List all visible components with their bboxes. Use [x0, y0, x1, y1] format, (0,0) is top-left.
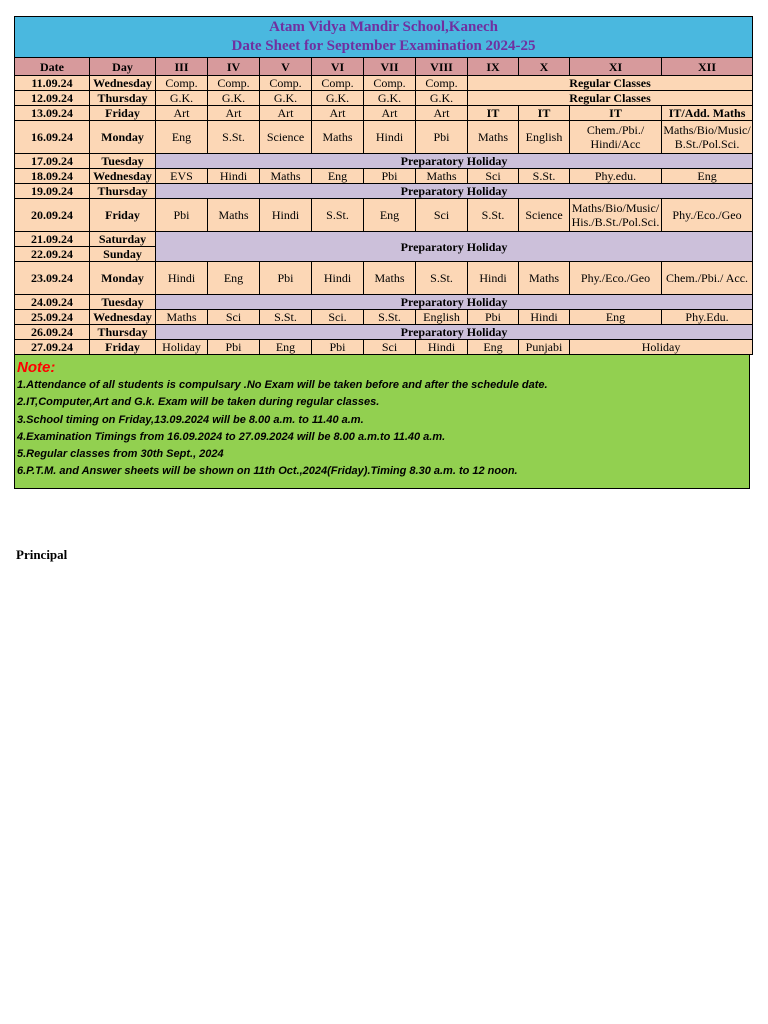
- subject-cell: Hindi: [364, 121, 416, 154]
- date-cell: 13.09.24: [15, 106, 90, 121]
- column-header: VII: [364, 58, 416, 76]
- subject-cell: Maths/Bio/Music/ B.St./Pol.Sci.: [662, 121, 753, 154]
- note-item: 4.Examination Timings from 16.09.2024 to 27.09.2024 will be 8.00 a.m.to 11.40 a.m.: [17, 430, 446, 443]
- subject-cell: G.K.: [312, 91, 364, 106]
- column-header: III: [156, 58, 208, 76]
- date-cell: 12.09.24: [15, 91, 90, 106]
- day-cell: Monday: [90, 121, 156, 154]
- date-cell: 16.09.24: [15, 121, 90, 154]
- day-cell: Wednesday: [90, 310, 156, 325]
- table-row: [15, 91, 753, 106]
- subject-cell: Eng: [662, 169, 753, 184]
- note-item: 6.P.T.M. and Answer sheets will be shown on 11th Oct.,2024(Friday).Timing 8.30 a.m. to 12 noon.: [17, 465, 518, 478]
- table-row: [15, 262, 753, 295]
- subject-cell: G.K.: [364, 91, 416, 106]
- day-cell: Tuesday: [90, 154, 156, 169]
- subject-cell: Pbi: [156, 199, 208, 232]
- table-row: [15, 154, 753, 169]
- subject-cell: Eng: [570, 310, 662, 325]
- subject-cell: Pbi: [312, 340, 364, 355]
- subject-cell: Pbi: [468, 310, 519, 325]
- subject-cell: Pbi: [364, 169, 416, 184]
- note-item: 3.School timing on Friday,13.09.2024 will be 8.00 a.m. to 11.40 a.m.: [17, 413, 364, 426]
- subject-cell: Art: [260, 106, 312, 121]
- table-row: [15, 310, 753, 325]
- date-cell: 20.09.24: [15, 199, 90, 232]
- day-cell: Tuesday: [90, 295, 156, 310]
- column-header: Date: [15, 58, 90, 76]
- date-cell: 23.09.24: [15, 262, 90, 295]
- date-cell: 19.09.24: [15, 184, 90, 199]
- subject-cell: Eng: [260, 340, 312, 355]
- subject-cell: Hindi: [468, 262, 519, 295]
- subject-cell: Punjabi: [519, 340, 570, 355]
- date-cell: 24.09.24: [15, 295, 90, 310]
- subject-cell: Comp.: [156, 76, 208, 91]
- merged-cell: Regular Classes: [468, 76, 753, 91]
- subject-cell: G.K.: [208, 91, 260, 106]
- holiday-cell: Preparatory Holiday: [156, 325, 753, 340]
- day-cell: Thursday: [90, 91, 156, 106]
- subject-cell: S.St.: [364, 310, 416, 325]
- column-header: V: [260, 58, 312, 76]
- date-cell: 11.09.24: [15, 76, 90, 91]
- subject-cell: Phy./Eco./Geo: [662, 199, 753, 232]
- subject-cell: Maths: [519, 262, 570, 295]
- subject-cell: English: [416, 310, 468, 325]
- table-row: [15, 76, 753, 91]
- subject-cell: Maths: [312, 121, 364, 154]
- date-cell: 27.09.24: [15, 340, 90, 355]
- notes-title: Note:: [17, 359, 56, 376]
- table-row: [15, 295, 753, 310]
- table-row: [15, 199, 753, 232]
- table-row: [15, 169, 753, 184]
- subject-cell: IT: [570, 106, 662, 121]
- subject-cell: Eng: [468, 340, 519, 355]
- table-row: [15, 184, 753, 199]
- subject-cell: Pbi: [260, 262, 312, 295]
- subject-cell: Phy.edu.: [570, 169, 662, 184]
- subject-cell: S.St.: [519, 169, 570, 184]
- title-row: [15, 17, 753, 58]
- subject-cell: Art: [208, 106, 260, 121]
- subject-cell: Comp.: [416, 76, 468, 91]
- date-cell: 22.09.24: [15, 247, 90, 262]
- subject-cell: Hindi: [208, 169, 260, 184]
- subject-cell: Science: [260, 121, 312, 154]
- holiday-cell: Preparatory Holiday: [156, 295, 753, 310]
- subject-cell: S.St.: [468, 199, 519, 232]
- subject-cell: Pbi: [416, 121, 468, 154]
- subject-cell: Comp.: [208, 76, 260, 91]
- subject-cell: Science: [519, 199, 570, 232]
- day-cell: Sunday: [90, 247, 156, 262]
- subject-cell: Sci: [364, 340, 416, 355]
- table-row: [15, 232, 753, 247]
- day-cell: Thursday: [90, 325, 156, 340]
- subject-cell: Comp.: [260, 76, 312, 91]
- subject-cell: Eng: [364, 199, 416, 232]
- subject-cell: IT: [468, 106, 519, 121]
- subject-cell: Maths: [156, 310, 208, 325]
- table-row: [15, 106, 753, 121]
- subject-cell: S.St.: [208, 121, 260, 154]
- subject-cell: Hindi: [519, 310, 570, 325]
- subject-cell: Hindi: [416, 340, 468, 355]
- subject-cell: IT/Add. Maths: [662, 106, 753, 121]
- notes-list: [15, 377, 749, 481]
- principal-signature-label: Principal: [16, 547, 68, 562]
- subject-cell: Art: [312, 106, 364, 121]
- subject-cell: English: [519, 121, 570, 154]
- subject-cell: S.St.: [416, 262, 468, 295]
- day-cell: Friday: [90, 340, 156, 355]
- subject-cell: Hindi: [260, 199, 312, 232]
- subject-cell: Chem./Pbi./ Acc.: [662, 262, 753, 295]
- day-cell: Saturday: [90, 232, 156, 247]
- table-row: [15, 325, 753, 340]
- subject-cell: Hindi: [312, 262, 364, 295]
- subject-cell: Comp.: [364, 76, 416, 91]
- note-item: 2.IT,Computer,Art and G.k. Exam will be taken during regular classes.: [17, 396, 380, 409]
- subject-cell: Phy.Edu.: [662, 310, 753, 325]
- note-item: 1.Attendance of all students is compulsary .No Exam will be taken before and after the schedule date.: [17, 379, 548, 391]
- column-header: IX: [468, 58, 519, 76]
- note-item: 5.Regular classes from 30th Sept., 2024: [17, 448, 224, 461]
- notes-panel: [14, 355, 750, 489]
- exam-title: Date Sheet for September Examination 2024-25: [231, 38, 536, 54]
- day-cell: Friday: [90, 199, 156, 232]
- subject-cell: Maths: [364, 262, 416, 295]
- merged-cell: Regular Classes: [468, 91, 753, 106]
- subject-cell: Sci: [416, 199, 468, 232]
- subject-cell: G.K.: [416, 91, 468, 106]
- day-cell: Wednesday: [90, 169, 156, 184]
- subject-cell: G.K.: [156, 91, 208, 106]
- day-cell: Wednesday: [90, 76, 156, 91]
- holiday-cell: Preparatory Holiday: [156, 154, 753, 169]
- table-row: [15, 340, 753, 355]
- subject-cell: Phy./Eco./Geo: [570, 262, 662, 295]
- subject-cell: S.St.: [312, 199, 364, 232]
- date-cell: 26.09.24: [15, 325, 90, 340]
- subject-cell: Holiday: [156, 340, 208, 355]
- date-cell: 18.09.24: [15, 169, 90, 184]
- merged-cell: Holiday: [570, 340, 753, 355]
- subject-cell: Maths: [416, 169, 468, 184]
- subject-cell: Chem./Pbi./ Hindi/Acc: [570, 121, 662, 154]
- subject-cell: Sci: [208, 310, 260, 325]
- subject-cell: Sci: [468, 169, 519, 184]
- subject-cell: Art: [156, 106, 208, 121]
- column-header: IV: [208, 58, 260, 76]
- subject-cell: Comp.: [312, 76, 364, 91]
- subject-cell: EVS: [156, 169, 208, 184]
- subject-cell: Maths/Bio/Music/ His./B.St./Pol.Sci.: [570, 199, 662, 232]
- subject-cell: Art: [364, 106, 416, 121]
- column-header: XI: [570, 58, 662, 76]
- subject-cell: Maths: [260, 169, 312, 184]
- table-row: [15, 121, 753, 154]
- date-cell: 17.09.24: [15, 154, 90, 169]
- column-header: VIII: [416, 58, 468, 76]
- school-name: Atam Vidya Mandir School,Kanech: [269, 19, 498, 35]
- holiday-cell: Preparatory Holiday: [156, 184, 753, 199]
- column-header: Day: [90, 58, 156, 76]
- day-cell: Monday: [90, 262, 156, 295]
- column-header: X: [519, 58, 570, 76]
- subject-cell: Sci.: [312, 310, 364, 325]
- date-sheet-table: [14, 16, 753, 355]
- subject-cell: Hindi: [156, 262, 208, 295]
- subject-cell: G.K.: [260, 91, 312, 106]
- date-cell: 25.09.24: [15, 310, 90, 325]
- day-cell: Thursday: [90, 184, 156, 199]
- subject-cell: Eng: [208, 262, 260, 295]
- column-header: VI: [312, 58, 364, 76]
- column-header: XII: [662, 58, 753, 76]
- header-row: [15, 58, 753, 76]
- day-cell: Friday: [90, 106, 156, 121]
- holiday-cell: Preparatory Holiday: [156, 232, 753, 262]
- title-cell: [15, 17, 753, 58]
- subject-cell: Pbi: [208, 340, 260, 355]
- subject-cell: Art: [416, 106, 468, 121]
- subject-cell: IT: [519, 106, 570, 121]
- subject-cell: Maths: [468, 121, 519, 154]
- date-cell: 21.09.24: [15, 232, 90, 247]
- subject-cell: S.St.: [260, 310, 312, 325]
- subject-cell: Maths: [208, 199, 260, 232]
- date-sheet: [14, 16, 750, 489]
- subject-cell: Eng: [312, 169, 364, 184]
- subject-cell: Eng: [156, 121, 208, 154]
